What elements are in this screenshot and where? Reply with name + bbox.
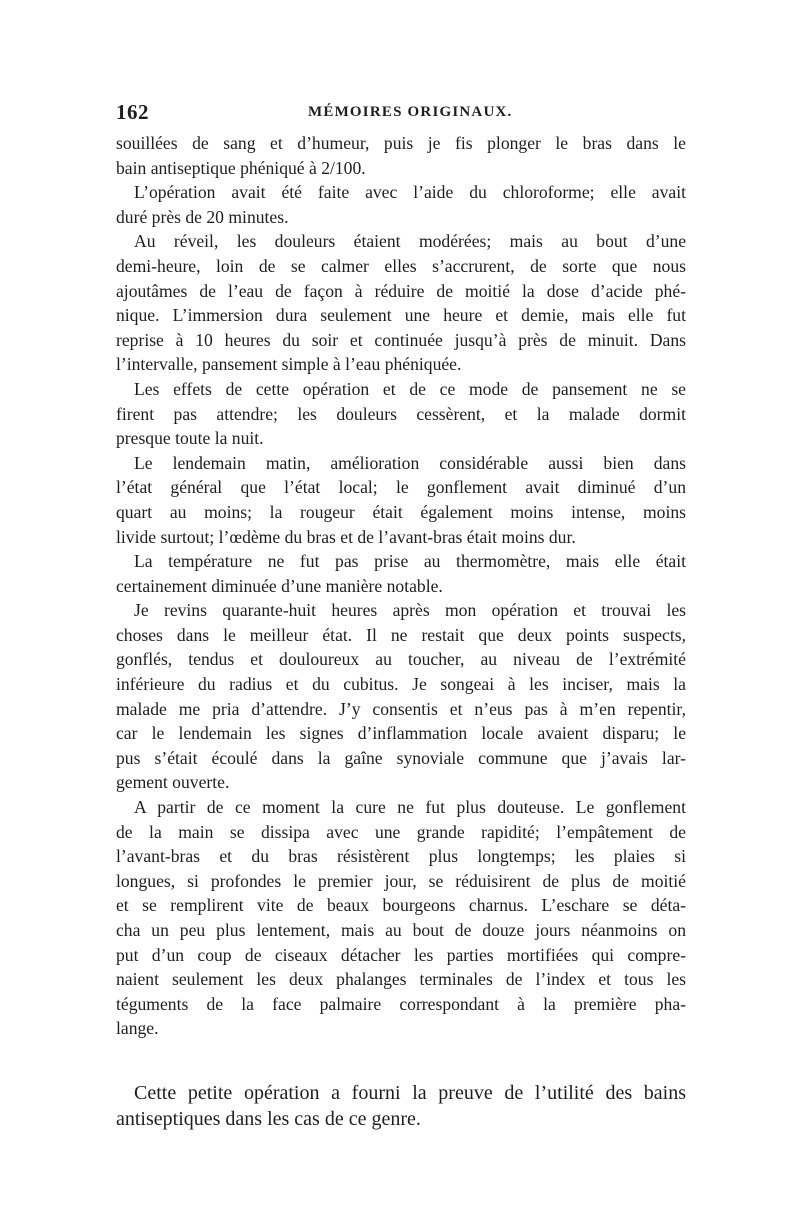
- text-line: nique. L’immersion dura seulement une heure et demie, mais elle fut: [116, 305, 686, 326]
- text-line: firent pas attendre; les douleurs cessèrent, et la malade dormit: [116, 403, 686, 424]
- text-line: lange.: [116, 1018, 159, 1039]
- text-line: malade me pria d’attendre. J’y consentis et n’eus pas à m’en repentir,: [116, 698, 686, 719]
- text-line: gement ouverte.: [116, 772, 230, 793]
- text-line: Je revins quarante-huit heures après mon opération et trouvai les: [134, 600, 686, 621]
- paragraph-5: [116, 451, 686, 549]
- text-line: demi-heure, loin de se calmer elles s’accrurent, de sorte que nous: [116, 255, 686, 276]
- text-line: l’intervalle, pansement simple à l’eau phéniquée.: [116, 354, 462, 375]
- text-line: car le lendemain les signes d’inflammation locale avaient disparu; le: [116, 723, 686, 744]
- text-line: certainement diminuée d’une manière notable.: [116, 575, 443, 596]
- text-line: Le lendemain matin, amélioration considérable aussi bien dans: [134, 452, 686, 473]
- text-line: presque toute la nuit.: [116, 428, 264, 449]
- paragraph-1: [116, 131, 686, 180]
- running-title: MÉMOIRES ORIGINAUX.: [308, 104, 513, 120]
- paragraph-2: [116, 180, 686, 229]
- text-line: La température ne fut pas prise au thermomètre, mais elle était: [134, 551, 686, 572]
- text-line: put d’un coup de ciseaux détacher les parties mortifiées qui compre-: [116, 944, 686, 965]
- text-line: Les effets de cette opération et de ce mode de pansement ne se: [134, 378, 686, 399]
- text-line: ajoutâmes de l’eau de façon à réduire de moitié la dose d’acide phé-: [116, 280, 686, 301]
- closing-line: antiseptiques dans les cas de ce genre.: [116, 1108, 421, 1130]
- text-line: bain antiseptique phéniqué à 2/100.: [116, 157, 366, 178]
- text-line: souillées de sang et d’humeur, puis je fis plonger le bras dans le: [116, 133, 686, 153]
- closing-line: Cette petite opération a fourni la preuve de l’utilité des bains: [134, 1082, 686, 1104]
- text-line: téguments de la face palmaire correspondant à la première pha-: [116, 993, 686, 1014]
- page-header: [116, 100, 686, 126]
- text-line: pus s’était écoulé dans la gaîne synoviale commune que j’avais lar-: [116, 747, 686, 768]
- text-line: duré près de 20 minutes.: [116, 206, 289, 227]
- paragraph-8: [116, 795, 686, 1041]
- text-line: longues, si profondes le premier jour, se réduisirent de plus de moitié: [116, 870, 686, 891]
- text-line: et se remplirent vite de beaux bourgeons charnus. L’eschare se déta-: [116, 895, 686, 916]
- text-line: naient seulement les deux phalanges terminales de l’index et tous les: [116, 969, 686, 990]
- closing-paragraph: [116, 1080, 686, 1132]
- text-line: cha un peu plus lentement, mais au bout de douze jours néanmoins on: [116, 920, 686, 940]
- body-text: [116, 131, 686, 1041]
- text-line: inférieure du radius et du cubitus. Je songeai à les inciser, mais la: [116, 674, 686, 695]
- text-line: gonflés, tendus et douloureux au toucher, au niveau de l’extrémité: [116, 649, 686, 670]
- text-line: choses dans le meilleur état. Il ne restait que deux points suspects,: [116, 624, 686, 645]
- text-line: quart au moins; la rougeur était également moins intense, moins: [116, 501, 686, 522]
- text-line: A partir de ce moment la cure ne fut plus douteuse. Le gonflement: [134, 797, 686, 818]
- text-line: livide surtout; l’œdème du bras et de l’avant-bras était moins dur.: [116, 526, 576, 547]
- paragraph-4: [116, 377, 686, 451]
- text-line: reprise à 10 heures du soir et continuée jusqu’à près de minuit. Dans: [116, 329, 686, 350]
- text-line: Au réveil, les douleurs étaient modérées; mais au bout d’une: [134, 231, 686, 252]
- text-line: de la main se dissipa avec une grande rapidité; l’empâtement de: [116, 821, 686, 842]
- paragraph-6: [116, 549, 686, 598]
- page-number: 162: [116, 100, 149, 124]
- paragraph-3: [116, 229, 686, 377]
- text-line: l’état général que l’état local; le gonflement avait diminué d’un: [116, 477, 686, 498]
- text-line: L’opération avait été faite avec l’aide du chloroforme; elle avait: [134, 182, 686, 203]
- text-line: l’avant-bras et du bras résistèrent plus longtemps; les plaies si: [116, 846, 686, 867]
- paragraph-7: [116, 598, 686, 795]
